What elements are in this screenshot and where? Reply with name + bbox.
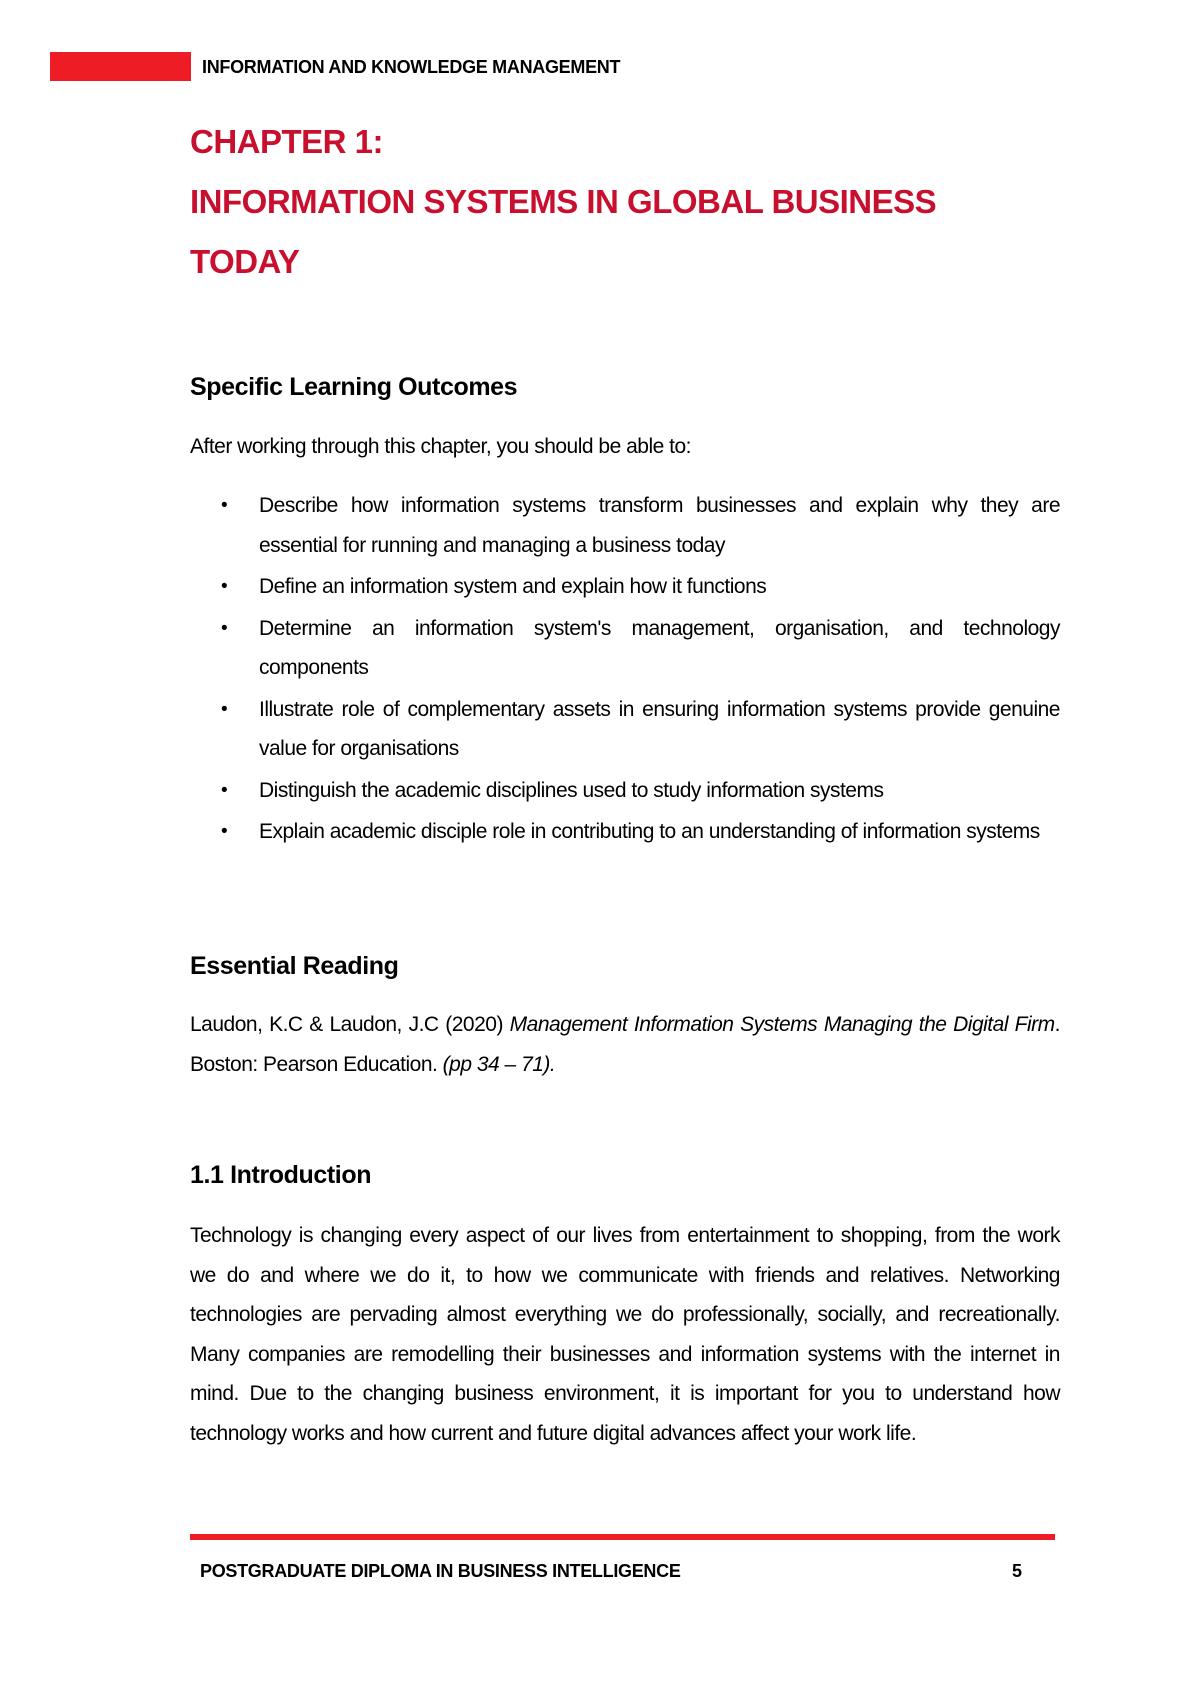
list-item-text: Define an information system and explain how it functions	[259, 575, 767, 598]
bullet-icon: •	[221, 698, 228, 720]
introduction-heading: 1.1 Introduction	[190, 1161, 372, 1189]
introduction-paragraph: Technology is changing every aspect of our lives from entertainment to shopping, from the work we do and where we do it, to how we communicate with friends and relatives. Networking technologies are pervading almost everything we do professionally, socially, and recreationally. Many companies are remodelling their businesses and information systems with the internet in mind. Due to the changing business environment, it is important for you to understand how technology works and how current and future digital advances affect your work life.	[190, 1224, 1060, 1445]
bullet-icon: •	[221, 495, 228, 516]
bullet-icon: •	[221, 617, 228, 639]
list-item	[190, 486, 1060, 565]
learning-outcomes-list	[190, 486, 1060, 854]
header-red-bar	[50, 52, 191, 81]
bullet-icon: •	[221, 779, 228, 801]
essential-reading-citation	[190, 1005, 1060, 1084]
citation-authors: Laudon, K.C & Laudon, J.C (2020)	[190, 1013, 510, 1036]
page-number: 5	[1012, 1561, 1023, 1581]
list-item-text: Explain academic disciple role in contributing to an understanding of information systems	[259, 820, 1040, 843]
learning-outcomes-intro: After working through this chapter, you should be able to:	[190, 435, 691, 458]
list-item-text: Illustrate role of complementary assets in ensuring information systems provide genuine value for organisations	[259, 697, 1060, 760]
chapter-title-line1: INFORMATION SYSTEMS IN GLOBAL BUSINESS	[190, 183, 937, 220]
bullet-icon: •	[221, 576, 228, 597]
citation-pages: (pp 34 – 71).	[442, 1052, 556, 1076]
learning-outcomes-heading: Specific Learning Outcomes	[190, 373, 518, 401]
chapter-title-line2: TODAY	[190, 243, 300, 280]
essential-reading-heading: Essential Reading	[190, 952, 399, 980]
list-item-text: Distinguish the academic disciplines used to study information systems	[259, 778, 884, 802]
list-item-text: Describe how information systems transform businesses and explain why they are essential for running and managing a business today	[259, 494, 1060, 557]
citation-publisher: . Boston: Pearson Education.	[190, 1013, 1060, 1076]
list-item	[190, 609, 1060, 688]
list-item	[190, 812, 1060, 852]
footer-course-title: POSTGRADUATE DIPLOMA IN BUSINESS INTELLIGENCE	[200, 1561, 681, 1581]
chapter-label: CHAPTER 1:	[190, 123, 384, 160]
bullet-icon: •	[221, 821, 228, 842]
list-item	[190, 771, 1060, 811]
running-header: INFORMATION AND KNOWLEDGE MANAGEMENT	[202, 57, 621, 77]
footer-red-rule	[190, 1534, 1055, 1540]
list-item	[190, 567, 1060, 607]
citation-book-title: Management Information Systems Managing the Digital Firm	[509, 1013, 1055, 1036]
chapter-title	[190, 112, 1060, 292]
list-item	[190, 690, 1060, 769]
list-item-text: Determine an information system's management, organisation, and technology components	[259, 616, 1060, 679]
